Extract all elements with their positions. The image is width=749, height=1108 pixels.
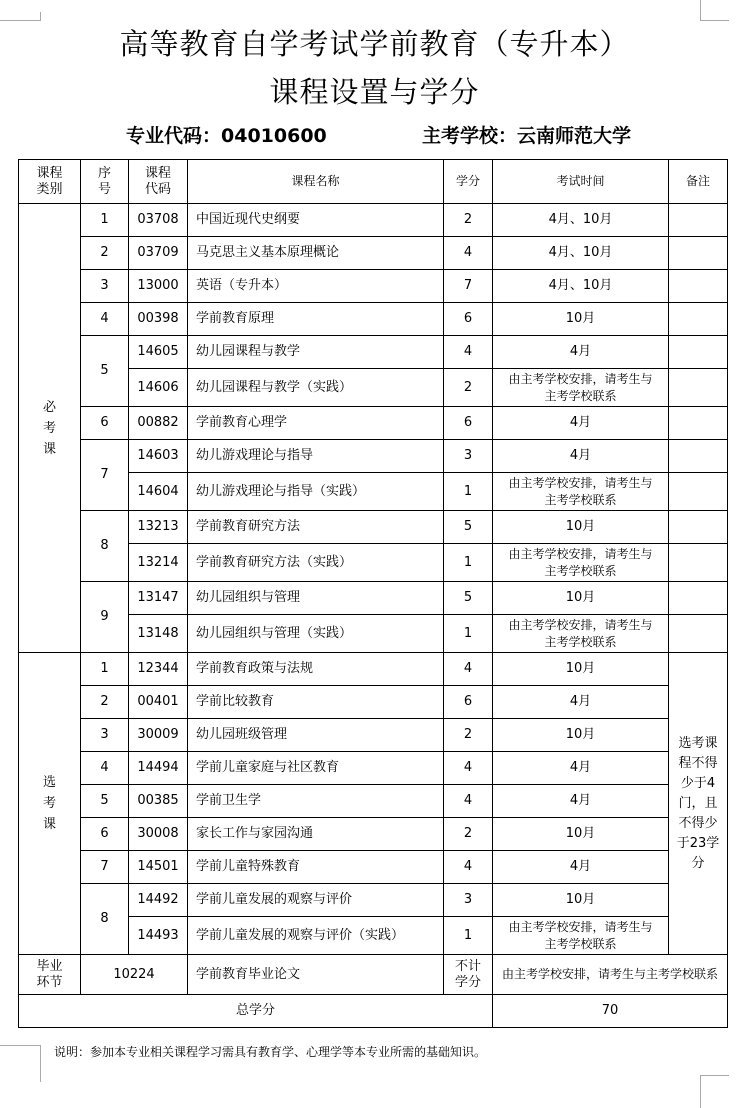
course-credit: 3 xyxy=(444,440,493,473)
course-credit: 5 xyxy=(444,582,493,615)
course-credit: 4 xyxy=(444,653,493,686)
remark-cell xyxy=(669,615,728,653)
remark-cell xyxy=(669,336,728,369)
course-credit: 1 xyxy=(444,917,493,955)
seq-cell: 8 xyxy=(81,511,129,582)
remark-cell xyxy=(669,511,728,544)
table-row xyxy=(19,407,728,440)
course-code: 13148 xyxy=(129,615,188,653)
table-row xyxy=(19,582,728,615)
seq-cell: 7 xyxy=(81,440,129,511)
header-seq: 序号 xyxy=(81,160,129,204)
crop-mark-top-right xyxy=(700,0,729,21)
major-code: 专业代码：04010600 xyxy=(126,125,327,147)
crop-mark-top-left xyxy=(0,12,41,21)
remark-cell xyxy=(669,369,728,407)
course-code: 00385 xyxy=(129,785,188,818)
course-code: 03709 xyxy=(129,237,188,270)
table-row xyxy=(19,204,728,237)
table-row xyxy=(19,511,728,544)
course-name: 马克思主义基本原理概论 xyxy=(188,237,444,270)
table-row xyxy=(19,270,728,303)
course-name: 家长工作与家园沟通 xyxy=(188,818,444,851)
course-credit: 3 xyxy=(444,884,493,917)
course-credit: 4 xyxy=(444,785,493,818)
course-name: 学前儿童发展的观察与评价 xyxy=(188,884,444,917)
thesis-category-label: 毕业环节 xyxy=(36,958,63,990)
elective-category-cell xyxy=(19,653,81,955)
table-row xyxy=(19,336,728,369)
remark-cell xyxy=(669,582,728,615)
host-school: 主考学校：云南师范大学 xyxy=(422,125,632,147)
table-row xyxy=(19,818,728,851)
course-name: 幼儿游戏理论与指导（实践） xyxy=(188,473,444,511)
course-name: 幼儿园班级管理 xyxy=(188,719,444,752)
exam-time: 由主考学校安排，请考生与主考学校联系 xyxy=(493,369,669,407)
total-value: 70 xyxy=(493,995,728,1028)
remark-cell xyxy=(669,407,728,440)
table-row xyxy=(19,686,728,719)
header-category: 课程类别 xyxy=(19,160,81,204)
course-code: 14603 xyxy=(129,440,188,473)
course-credit: 5 xyxy=(444,511,493,544)
seq-cell: 7 xyxy=(81,851,129,884)
exam-time: 4月 xyxy=(493,407,669,440)
exam-time: 4月 xyxy=(493,785,669,818)
remark-cell xyxy=(669,270,728,303)
course-code: 14501 xyxy=(129,851,188,884)
exam-time: 由主考学校安排，请考生与主考学校联系 xyxy=(493,544,669,582)
exam-time: 4月 xyxy=(493,851,669,884)
course-code: 14605 xyxy=(129,336,188,369)
course-code: 14492 xyxy=(129,884,188,917)
exam-time: 由主考学校安排，请考生与主考学校联系 xyxy=(493,615,669,653)
remark-cell xyxy=(669,440,728,473)
exam-time: 10月 xyxy=(493,582,669,615)
table-row xyxy=(19,884,728,917)
footnote: 说明：参加本专业相关课程学习需具有教育学、心理学等本专业所需的基础知识。 xyxy=(54,1045,487,1059)
course-name: 英语（专升本） xyxy=(188,270,444,303)
course-credit: 4 xyxy=(444,851,493,884)
seq-cell: 5 xyxy=(81,336,129,407)
header-name: 课程名称 xyxy=(188,160,444,204)
course-name: 幼儿园组织与管理（实践） xyxy=(188,615,444,653)
course-credit: 1 xyxy=(444,544,493,582)
exam-time: 4月、10月 xyxy=(493,237,669,270)
course-code: 03708 xyxy=(129,204,188,237)
course-name: 幼儿园组织与管理 xyxy=(188,582,444,615)
table-body xyxy=(19,204,728,1028)
course-credit: 2 xyxy=(444,818,493,851)
course-code: 13214 xyxy=(129,544,188,582)
course-code: 14493 xyxy=(129,917,188,955)
remark-cell xyxy=(669,473,728,511)
course-code: 13000 xyxy=(129,270,188,303)
course-name: 学前儿童特殊教育 xyxy=(188,851,444,884)
total-row xyxy=(19,995,728,1028)
seq-cell: 3 xyxy=(81,270,129,303)
course-code: 14604 xyxy=(129,473,188,511)
seq-cell: 1 xyxy=(81,204,129,237)
elective-remark-cell xyxy=(669,653,728,955)
course-credit: 1 xyxy=(444,473,493,511)
seq-cell: 4 xyxy=(81,303,129,336)
seq-cell: 1 xyxy=(81,653,129,686)
course-name: 学前教育原理 xyxy=(188,303,444,336)
header-exam-time: 考试时间 xyxy=(493,160,669,204)
course-name: 学前教育研究方法 xyxy=(188,511,444,544)
course-name: 幼儿园课程与教学 xyxy=(188,336,444,369)
course-name: 幼儿园课程与教学（实践） xyxy=(188,369,444,407)
course-credit: 4 xyxy=(444,336,493,369)
course-credit: 2 xyxy=(444,719,493,752)
course-code: 12344 xyxy=(129,653,188,686)
thesis-exam-time: 由主考学校安排，请考生与主考学校联系 xyxy=(493,955,728,995)
exam-time: 4月、10月 xyxy=(493,204,669,237)
seq-cell: 8 xyxy=(81,884,129,955)
remark-cell xyxy=(669,544,728,582)
exam-time: 10月 xyxy=(493,818,669,851)
course-name: 中国近现代史纲要 xyxy=(188,204,444,237)
thesis-row xyxy=(19,955,728,995)
table-row xyxy=(19,752,728,785)
remark-cell xyxy=(669,303,728,336)
table-row xyxy=(19,653,728,686)
course-code: 13147 xyxy=(129,582,188,615)
exam-time: 10月 xyxy=(493,884,669,917)
course-code: 00401 xyxy=(129,686,188,719)
course-credit: 6 xyxy=(444,303,493,336)
course-credit: 6 xyxy=(444,407,493,440)
exam-time: 4月 xyxy=(493,752,669,785)
crop-mark-bottom-left xyxy=(0,1045,41,1082)
required-category-label: 必考课 xyxy=(42,399,56,457)
thesis-credit-cell xyxy=(444,955,493,995)
remark-cell xyxy=(669,204,728,237)
course-credit: 6 xyxy=(444,686,493,719)
course-credit: 1 xyxy=(444,615,493,653)
course-code: 13213 xyxy=(129,511,188,544)
elective-category-label: 选考课 xyxy=(42,775,56,832)
seq-cell: 9 xyxy=(81,582,129,653)
seq-cell: 2 xyxy=(81,237,129,270)
table-row xyxy=(19,785,728,818)
course-table xyxy=(18,159,728,1028)
elective-remark: 选考课程不得少于4门，且不得少于23学分 xyxy=(676,735,720,871)
table-row xyxy=(19,851,728,884)
course-code: 00398 xyxy=(129,303,188,336)
header-remark: 备注 xyxy=(669,160,728,204)
document-subtitle: 课程设置与学分 xyxy=(269,75,480,109)
remark-cell xyxy=(669,237,728,270)
seq-cell: 3 xyxy=(81,719,129,752)
thesis-code: 10224 xyxy=(81,955,188,995)
course-name: 学前教育研究方法（实践） xyxy=(188,544,444,582)
table-row xyxy=(19,237,728,270)
table-row xyxy=(19,303,728,336)
crop-mark-bottom-right xyxy=(700,1075,729,1108)
thesis-credit: 不计学分 xyxy=(454,958,481,990)
course-credit: 7 xyxy=(444,270,493,303)
course-code: 30009 xyxy=(129,719,188,752)
exam-time: 10月 xyxy=(493,653,669,686)
course-name: 幼儿游戏理论与指导 xyxy=(188,440,444,473)
seq-cell: 6 xyxy=(81,818,129,851)
exam-time: 4月 xyxy=(493,336,669,369)
exam-time: 10月 xyxy=(493,511,669,544)
header-credit: 学分 xyxy=(444,160,493,204)
total-label: 总学分 xyxy=(19,995,493,1028)
table-row xyxy=(19,440,728,473)
seq-cell: 5 xyxy=(81,785,129,818)
seq-cell: 6 xyxy=(81,407,129,440)
course-code: 14606 xyxy=(129,369,188,407)
course-name: 学前教育心理学 xyxy=(188,407,444,440)
required-category-cell xyxy=(19,204,81,653)
course-code: 14494 xyxy=(129,752,188,785)
exam-time: 10月 xyxy=(493,303,669,336)
exam-time: 4月、10月 xyxy=(493,270,669,303)
course-name: 学前儿童发展的观察与评价（实践） xyxy=(188,917,444,955)
course-credit: 4 xyxy=(444,237,493,270)
course-name: 学前教育政策与法规 xyxy=(188,653,444,686)
course-code: 30008 xyxy=(129,818,188,851)
seq-cell: 2 xyxy=(81,686,129,719)
exam-time: 由主考学校安排，请考生与主考学校联系 xyxy=(493,473,669,511)
table-row xyxy=(19,719,728,752)
seq-cell: 4 xyxy=(81,752,129,785)
table-header-row xyxy=(19,160,728,204)
thesis-category-cell xyxy=(19,955,81,995)
exam-time: 4月 xyxy=(493,686,669,719)
course-name: 学前比较教育 xyxy=(188,686,444,719)
course-credit: 2 xyxy=(444,204,493,237)
exam-time: 由主考学校安排，请考生与主考学校联系 xyxy=(493,917,669,955)
exam-time: 10月 xyxy=(493,719,669,752)
exam-time: 4月 xyxy=(493,440,669,473)
course-code: 00882 xyxy=(129,407,188,440)
course-name: 学前儿童家庭与社区教育 xyxy=(188,752,444,785)
course-credit: 4 xyxy=(444,752,493,785)
header-code: 课程代码 xyxy=(129,160,188,204)
document-title: 高等教育自学考试学前教育（专升本） xyxy=(119,27,630,61)
course-credit: 2 xyxy=(444,369,493,407)
thesis-name: 学前教育毕业论文 xyxy=(188,955,444,995)
course-name: 学前卫生学 xyxy=(188,785,444,818)
